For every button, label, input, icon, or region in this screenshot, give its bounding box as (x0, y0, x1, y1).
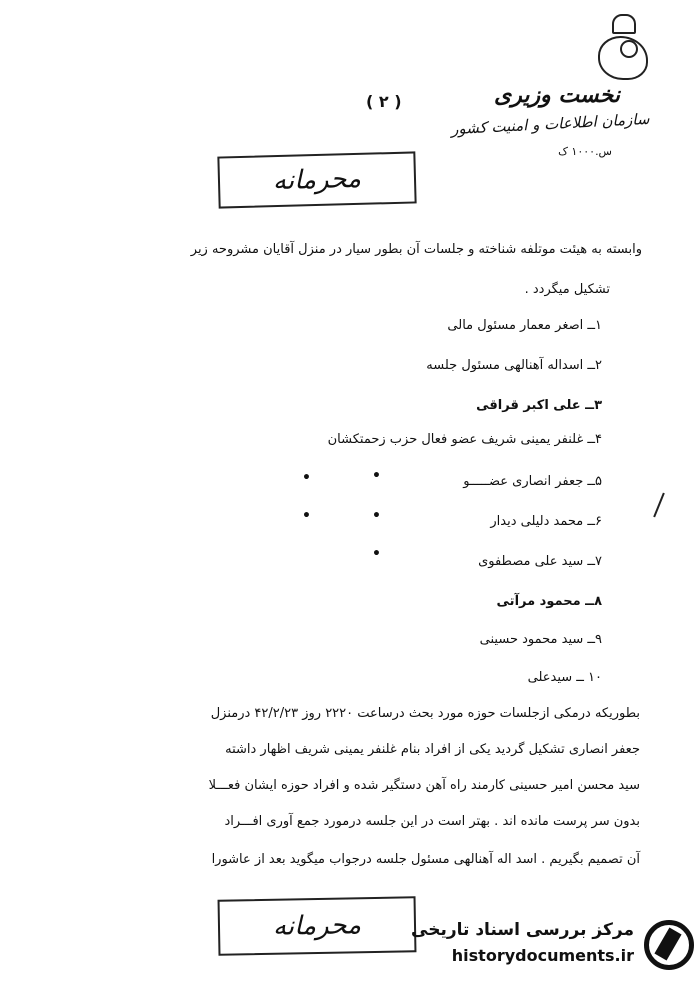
archive-logo-icon (644, 920, 694, 970)
ditto-mark: • (302, 470, 311, 486)
lion-and-sun-emblem-icon (592, 14, 652, 86)
intro-line-1: وابسته به هیئت موتلفه شناخته و جلسات آن بطور سیار در منزل آقایان مشروحه زیر (190, 242, 642, 257)
sun-icon (620, 40, 638, 58)
member-item-4: ۴ــ غلنفر یمینی شریف عضو فعال حزب زحمتکشان (327, 432, 602, 447)
member-item-8: ۸ــ محمود مرآتی (496, 594, 602, 609)
member-item-10: ۱۰ ــ سیدعلی (527, 670, 602, 685)
page-number: ( ۲ ) (366, 92, 402, 111)
paragraph-line-1: بطوریکه درمکی ازجلسات حوزه مورد بحث درساعت ۲۲۲۰ روز ۴۲/۲/۲۳ درمنزل (210, 706, 640, 721)
crown-icon (612, 14, 636, 34)
member-item-3: ۳ــ علی اکبر قراقی (476, 398, 602, 413)
member-item-5: ۵ــ جعفر انصاری عضـــــو (463, 474, 602, 489)
ditto-mark: • (372, 546, 381, 562)
ditto-mark: • (372, 468, 381, 484)
paragraph-line-2: جعفر انصاری تشکیل گردید یکی از افراد بنام غلنفر یمینی شریف اظهار داشته (225, 742, 640, 757)
paragraph-line-3: سید محسن امیر حسینی کارمند راه آهن دستگیر شده و افراد حوزه ایشان فعـــلا (208, 778, 640, 793)
margin-pen-mark (653, 493, 665, 518)
member-item-6: ۶ــ محمد دلیلی دیدار (490, 514, 602, 529)
intro-line-2: تشکیل میگردد . (524, 282, 610, 297)
confidential-stamp-top: محرمانه (217, 151, 416, 208)
member-item-9: ۹ــ سید محمود حسینی (479, 632, 602, 647)
watermark (411, 918, 694, 974)
header-reference: س.۱۰۰۰ ک (558, 145, 612, 158)
watermark-url: historydocuments.ir (451, 946, 634, 965)
watermark-persian: مرکز بررسی اسناد تاریخی (411, 920, 634, 940)
member-item-2: ۲ــ اسداله آهنالهی مسئول جلسه (426, 358, 602, 373)
member-item-7: ۷ــ سید علی مصطفوی (478, 554, 602, 569)
member-item-1: ۱ــ اصغر معمار مسئول مالی (447, 318, 602, 333)
paragraph-line-4: بدون سر پرست مانده اند . بهتر است در این جلسه درمورد جمع آوری افـــراد (224, 814, 640, 829)
confidential-stamp-bottom: محرمانه (218, 896, 417, 955)
header-title: نخست وزیری (494, 82, 620, 108)
ditto-mark: • (302, 508, 311, 524)
paragraph-line-5: آن تصمیم بگیریم . اسد اله آهنالهی مسئول جلسه درجواب میگوید بعد از عاشورا (211, 852, 640, 867)
ditto-mark: • (372, 508, 381, 524)
header-organization: سازمان اطلاعات و امنیت کشور (451, 109, 651, 139)
